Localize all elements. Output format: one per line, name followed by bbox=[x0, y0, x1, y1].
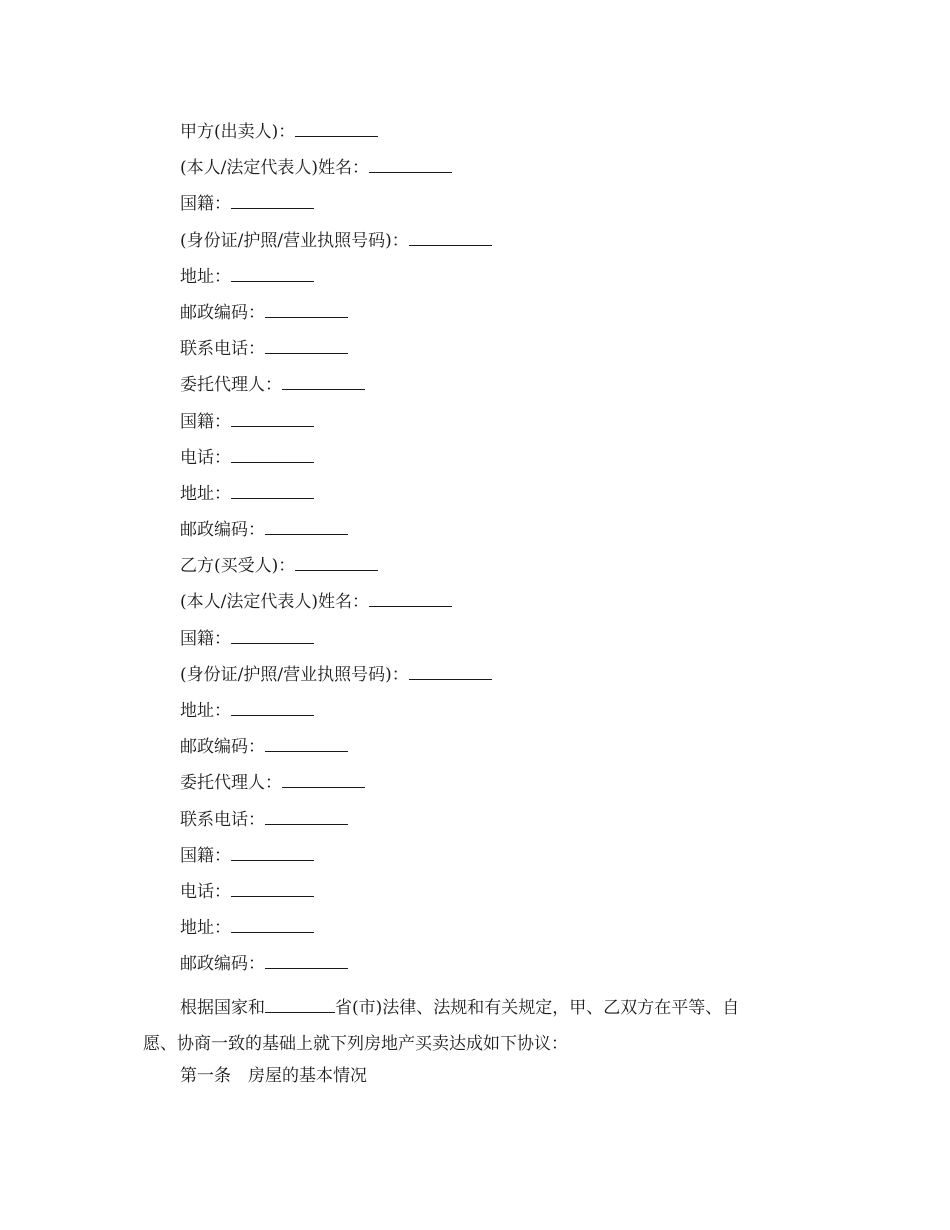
party-a-phone-blank[interactable] bbox=[265, 339, 348, 354]
party-b-agent-postcode-blank[interactable] bbox=[265, 954, 348, 969]
party-b-name-label: (本人/法定代表人)姓名： bbox=[180, 592, 369, 613]
party-a-name-label: (本人/法定代表人)姓名： bbox=[180, 158, 369, 179]
party-b-agent-blank[interactable] bbox=[282, 773, 365, 788]
party-b-agent-postcode-line bbox=[180, 951, 840, 987]
party-a-address-label: 地址： bbox=[180, 266, 231, 287]
party-b-agent-address-line bbox=[180, 915, 840, 951]
party-a-agent-nationality-label: 国籍： bbox=[180, 411, 231, 432]
party-a-id-blank[interactable] bbox=[409, 231, 492, 246]
party-a-agent-phone-blank[interactable] bbox=[231, 448, 314, 463]
party-b-blank[interactable] bbox=[295, 556, 378, 571]
party-a-agent-postcode-label: 邮政编码： bbox=[180, 520, 265, 541]
party-b-agent-phone-blank[interactable] bbox=[231, 882, 314, 897]
party-a-name-line bbox=[180, 155, 840, 191]
party-a-postcode-line bbox=[180, 300, 840, 336]
party-b-agent-line bbox=[180, 770, 840, 806]
agreement-line-2: 愿、协商一致的基础上就下列房地产买卖达成如下协议： bbox=[143, 1034, 568, 1054]
party-a-agent-postcode-blank[interactable] bbox=[265, 520, 348, 535]
party-b-postcode-blank[interactable] bbox=[265, 737, 348, 752]
party-b-heading: 乙方(买受人)： bbox=[180, 556, 296, 577]
party-a-agent-nationality-blank[interactable] bbox=[231, 412, 314, 427]
party-a-address-line bbox=[180, 264, 840, 300]
party-b-address-line bbox=[180, 698, 840, 734]
party-b-phone-label: 联系电话： bbox=[180, 809, 265, 830]
party-b-agent-nationality-line bbox=[180, 843, 840, 879]
party-a-id-line bbox=[180, 228, 840, 264]
party-a-agent-address-label: 地址： bbox=[180, 483, 231, 504]
party-b-agent-nationality-label: 国籍： bbox=[180, 845, 231, 866]
party-b-agent-label: 委托代理人： bbox=[180, 773, 282, 794]
party-b-postcode-label: 邮政编码： bbox=[180, 737, 265, 758]
party-b-id-label: (身份证/护照/营业执照号码)： bbox=[180, 664, 409, 685]
party-b-nationality-blank[interactable] bbox=[231, 629, 314, 644]
party-a-nationality-blank[interactable] bbox=[231, 194, 314, 209]
party-b-id-line bbox=[180, 662, 840, 698]
party-a-agent-address-line bbox=[180, 481, 840, 517]
party-a-postcode-label: 邮政编码： bbox=[180, 302, 265, 323]
party-a-agent-address-blank[interactable] bbox=[231, 484, 314, 499]
party-b-phone-blank[interactable] bbox=[265, 810, 348, 825]
party-a-agent-postcode-line bbox=[180, 517, 840, 553]
party-b-address-blank[interactable] bbox=[231, 701, 314, 716]
article-1-heading: 第一条 房屋的基本情况 bbox=[180, 1066, 367, 1086]
party-b-agent-phone-line bbox=[180, 879, 840, 915]
party-b-agent-phone-label: 电话： bbox=[180, 881, 231, 902]
party-b-agent-address-label: 地址： bbox=[180, 918, 231, 939]
party-a-nationality-line bbox=[180, 191, 840, 227]
party-b-name-blank[interactable] bbox=[369, 592, 452, 607]
agreement-part-2: 省(市)法律、法规和有关规定，甲、乙双方在平等、自 bbox=[335, 998, 740, 1018]
party-a-phone-line bbox=[180, 336, 840, 372]
party-a-postcode-blank[interactable] bbox=[265, 303, 348, 318]
agreement-part-1: 根据国家和 bbox=[180, 998, 265, 1018]
party-b-nationality-line bbox=[180, 626, 840, 662]
party-b-postcode-line bbox=[180, 734, 840, 770]
party-a-heading: 甲方(出卖人)： bbox=[180, 122, 296, 142]
agreement-line-1 bbox=[143, 990, 808, 1026]
party-a-name-blank[interactable] bbox=[369, 158, 452, 173]
party-b-nationality-label: 国籍： bbox=[180, 628, 231, 649]
party-a-agent-nationality-line bbox=[180, 409, 840, 445]
party-a-agent-phone-line bbox=[180, 445, 840, 481]
party-a-address-blank[interactable] bbox=[231, 267, 314, 282]
party-b-name-line bbox=[180, 589, 840, 625]
party-b-address-label: 地址： bbox=[180, 701, 231, 721]
party-a-blank[interactable] bbox=[295, 122, 378, 137]
party-a-agent-line bbox=[180, 372, 840, 408]
party-info-block bbox=[180, 119, 840, 988]
party-b-id-blank[interactable] bbox=[409, 665, 492, 680]
party-b-agent-postcode-label: 邮政编码： bbox=[180, 954, 265, 975]
party-a-nationality-label: 国籍： bbox=[180, 194, 231, 215]
party-b-agent-address-blank[interactable] bbox=[231, 918, 314, 933]
party-a-agent-phone-label: 电话： bbox=[180, 447, 231, 468]
agreement-paragraph bbox=[143, 990, 808, 1062]
party-a-id-label: (身份证/护照/营业执照号码)： bbox=[180, 230, 409, 251]
party-a-agent-blank[interactable] bbox=[282, 375, 365, 390]
party-a-heading-line bbox=[180, 119, 840, 155]
party-b-phone-line bbox=[180, 807, 840, 843]
party-a-phone-label: 联系电话： bbox=[180, 339, 265, 360]
province-blank[interactable] bbox=[265, 998, 335, 1013]
party-a-agent-label: 委托代理人： bbox=[180, 375, 282, 396]
party-b-agent-nationality-blank[interactable] bbox=[231, 846, 314, 861]
party-b-heading-line bbox=[180, 553, 840, 589]
